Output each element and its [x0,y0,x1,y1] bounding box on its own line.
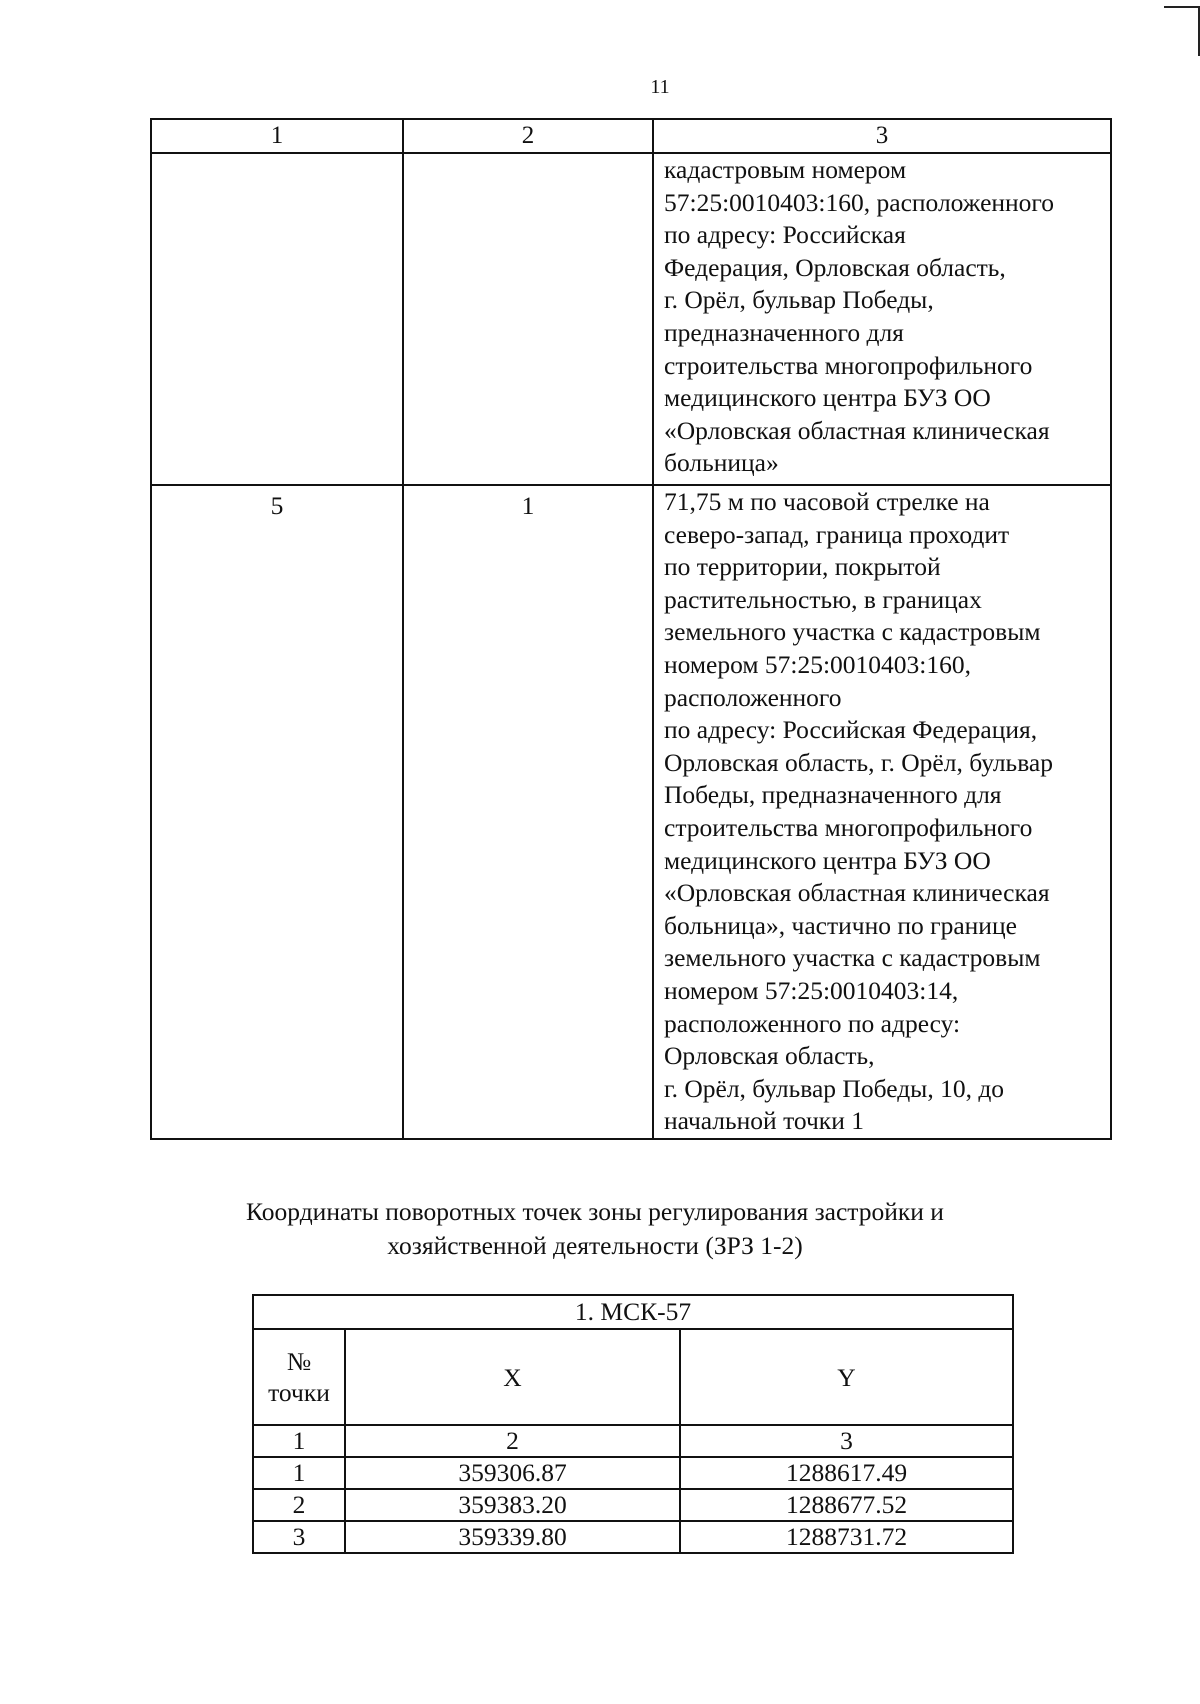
column-number-1: 1 [151,119,403,153]
description-line: больница» [664,448,779,478]
coordinate-system-row [253,1295,1013,1329]
column-number-1: 1 [253,1425,345,1457]
description-line: по территории, покрытой [664,552,941,582]
description-line: расположенного [664,682,842,712]
x-coordinate-cell: 359306.87 [345,1457,680,1489]
boundary-description-cell [653,153,1111,485]
description-line: начальной точки 1 [664,1106,864,1136]
coordinates-header-row [253,1329,1013,1425]
coordinates-section-title [0,1195,1190,1263]
description-line: медицинского центра БУЗ ОО [664,845,991,875]
description-line: г. Орёл, бульвар Победы, [664,285,934,315]
point-number-cell: 2 [253,1489,345,1521]
y-coordinate-cell: 1288617.49 [680,1457,1013,1489]
description-line: строительства многопрофильного [664,350,1033,380]
column-numbers-row [253,1425,1013,1457]
description-line: Федерация, Орловская область, [664,252,1006,282]
column-number-3: 3 [680,1425,1013,1457]
page-number: 11 [650,76,670,98]
table-row [151,485,1111,1139]
table-header-row [151,119,1111,153]
coordinates-title-line: Координаты поворотных точек зоны регулирования застройки и [246,1197,944,1226]
description-line: Орловская область, г. Орёл, бульвар [664,747,1053,777]
page-corner-mark [1164,6,1200,56]
y-column-header: Y [680,1329,1013,1425]
description-line: 57:25:0010403:160, расположенного [664,187,1055,217]
description-line: 71,75 м по часовой стрелке на [664,487,990,516]
point-number-cell: 3 [253,1521,345,1553]
coordinates-table [252,1294,1014,1554]
description-line: номером 57:25:0010403:160, [664,649,972,679]
description-line: «Орловская областная клиническая [664,878,1050,908]
description-line: больница», частично по границе [664,910,1017,940]
description-line: земельного участка с кадастровым [664,943,1041,973]
x-coordinate-cell: 359339.80 [345,1521,680,1553]
boundary-description-table [150,118,1112,1140]
description-line: растительностью, в границах [664,584,982,614]
description-line: Орловская область, [664,1041,875,1071]
point-from-cell [151,153,403,485]
description-line: «Орловская областная клиническая [664,415,1050,445]
y-coordinate-cell: 1288677.52 [680,1489,1013,1521]
boundary-description-cell [653,485,1111,1139]
description-line: северо-запад, граница проходит [664,519,1010,549]
table-row [253,1521,1013,1553]
point-to-cell [403,153,653,485]
description-line: Победы, предназначенного для [664,780,1002,810]
table-row [151,153,1111,485]
point-to-cell: 1 [403,485,653,1139]
description-line: предназначенного для [664,317,904,347]
x-column-header: X [345,1329,680,1425]
description-line: г. Орёл, бульвар Победы, 10, до [664,1073,1005,1103]
point-number-sign: № [286,1347,312,1376]
point-number-word: точки [268,1378,330,1407]
column-number-3: 3 [653,119,1111,153]
coordinates-title-line: хозяйственной деятельности (ЗРЗ 1-2) [387,1231,803,1260]
description-line: строительства многопрофильного [664,812,1033,842]
description-line: расположенного по адресу: [664,1008,961,1038]
description-line: земельного участка с кадастровым [664,617,1041,647]
description-line: по адресу: Российская [664,220,906,250]
table-row [253,1457,1013,1489]
point-number-cell: 1 [253,1457,345,1489]
description-line: медицинского центра БУЗ ОО [664,383,991,413]
description-line: кадастровым номером [664,155,907,184]
point-number-header [253,1329,345,1425]
point-from-cell: 5 [151,485,403,1139]
y-coordinate-cell: 1288731.72 [680,1521,1013,1553]
description-line: номером 57:25:0010403:14, [664,975,959,1005]
x-coordinate-cell: 359383.20 [345,1489,680,1521]
coordinate-system-label: 1. МСК-57 [253,1295,1013,1329]
column-number-2: 2 [345,1425,680,1457]
table-row [253,1489,1013,1521]
column-number-2: 2 [403,119,653,153]
description-line: по адресу: Российская Федерация, [664,715,1038,745]
